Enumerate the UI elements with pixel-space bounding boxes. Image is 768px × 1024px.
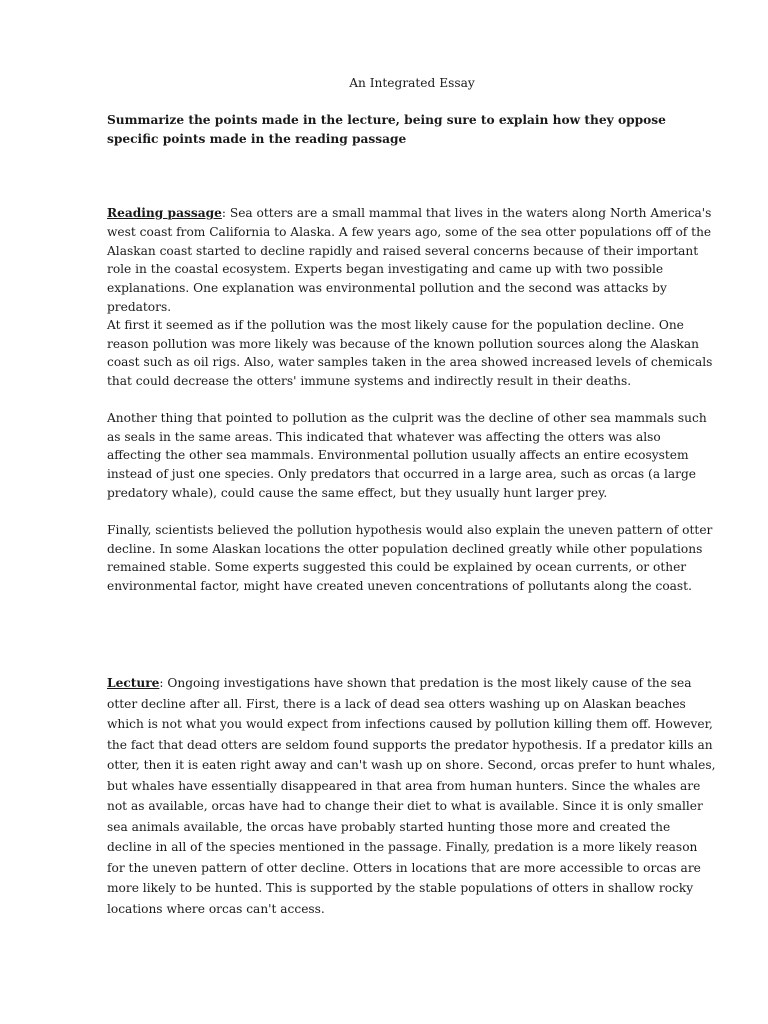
reading-passage-label: Reading passage [107, 206, 222, 220]
reading-paragraph-1 [107, 204, 717, 317]
reading-paragraph-2: At first it seemed as if the pollution was the most likely cause for the population decline. One reason pollution was more likely was because of the known pollution sources along the Alaskan coast such as oil rigs. Also, water samples taken in the area showed increased levels of chemicals that could decrease the otters' immune systems and indirectly result in their deaths. [107, 318, 713, 389]
reading-paragraph-4: Finally, scientists believed the pollution hypothesis would also explain the uneven pattern of otter decline. In some Alaskan locations the otter population declined greatly while other populations remained stable. Some experts suggested this could be explained by ocean currents, or other environmental factor, might have created uneven concentrations of pollutants along the coast. [107, 523, 713, 594]
lecture-paragraph [107, 673, 717, 919]
lecture-label: Lecture [107, 676, 160, 690]
lecture-text: : Ongoing investigations have shown that predation is the most likely cause of the sea otter decline after all. First, there is a lack of dead sea otters washing up on Alaskan beaches which is not what you would expect from infections caused by pollution killing them off. However, the fact that dead otters are seldom found supports the predator hypothesis. If a predator kills an otter, then it is eaten right away and can't wash up on shore. Second, orcas prefer to hunt whales, but whales have essentially disappeared in that area from human hunters. Since the whales are not as available, orcas have had to change their diet to what is available. Since it is only smaller sea animals available, the orcas have probably started hunting those more and created the decline in all of the species mentioned in the passage. Finally, predation is a more likely reason for the uneven pattern of otter decline. Otters in locations that are more accessible to orcas are more likely to be hunted. This is supported by the stable populations of otters in shallow rocky locations where orcas can't access. [107, 676, 716, 916]
document-title: An Integrated Essay [349, 76, 475, 90]
reading-paragraph-1-text: : Sea otters are a small mammal that lives in the waters along North America's west coast from California to Alaska. A few years ago, some of the sea otter populations off of the Alaskan coast started to decline rapidly and raised several concerns because of their important role in the coastal ecosystem. Experts began investigating and came up with two possible explanations. One explanation was environmental pollution and the second was attacks by predators. [107, 206, 712, 314]
reading-paragraph-3: Another thing that pointed to pollution as the culprit was the decline of other sea mammals such as seals in the same areas. This indicated that whatever was affecting the otters was also affecting the other sea mammals. Environmental pollution usually affects an entire ecosystem instead of just one species. Only predators that occurred in a large area, such as orcas (a large predatory whale), could cause the same effect, but they usually hunt larger prey. [107, 411, 707, 500]
essay-prompt: Summarize the points made in the lecture, being sure to explain how they oppose specific points made in the reading passage [107, 113, 666, 146]
